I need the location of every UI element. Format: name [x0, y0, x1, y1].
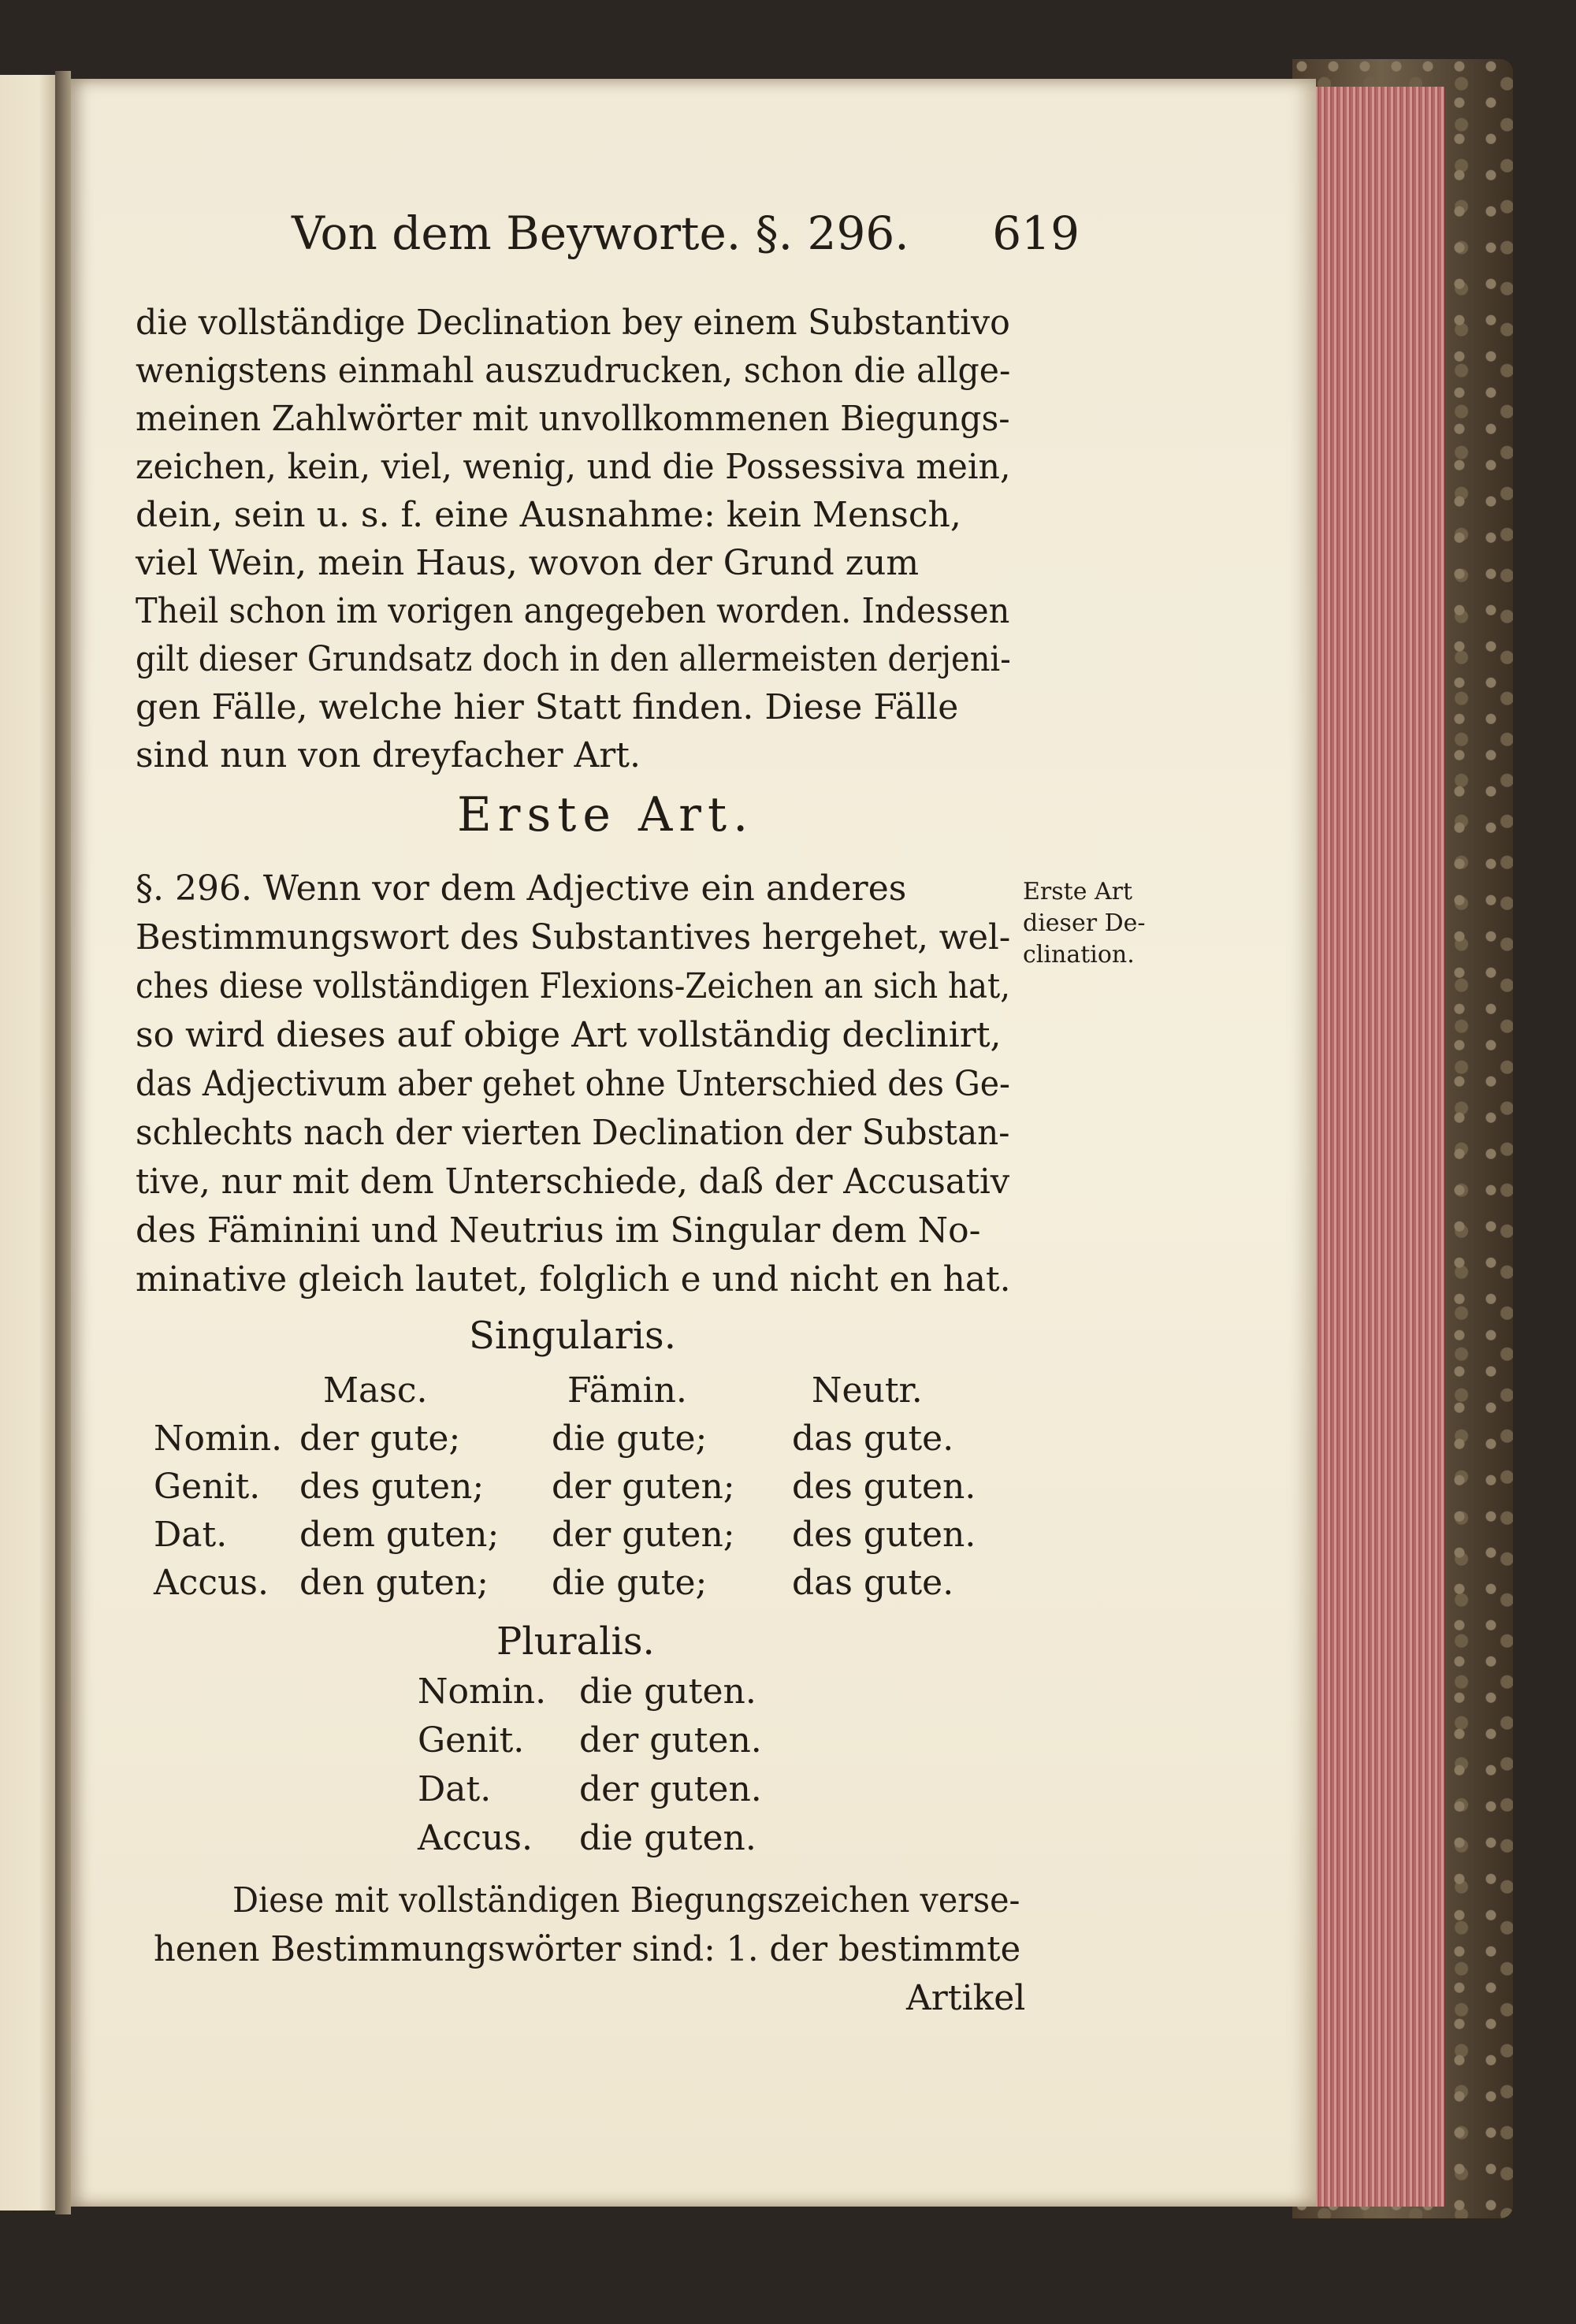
text-line: tive, nur mit dem Unterschiede, daß der Accusativ: [136, 1162, 1010, 1202]
text-line: wenigstens einmahl auszudrucken, schon die allge-: [136, 351, 1011, 391]
form-cell: der gute;: [299, 1419, 461, 1459]
text-line: gen Fälle, welche hier Statt finden. Diese Fälle: [136, 687, 959, 727]
form-cell: die guten.: [579, 1671, 756, 1712]
form-cell: der guten.: [579, 1720, 762, 1761]
text-line: so wird dieses auf obige Art vollständig declinirt,: [136, 1015, 1002, 1055]
text-line: die vollständige Declination bey einem Substantivo: [136, 303, 1010, 343]
text-line: Diese mit vollständigen Biegungszeichen verse-: [232, 1880, 1020, 1921]
text-line: sind nun von dreyfacher Art.: [136, 735, 641, 775]
form-cell: des guten.: [792, 1515, 976, 1555]
page-edges: [1304, 87, 1444, 2207]
form-cell: des guten;: [299, 1467, 485, 1507]
text-line: das Adjectivum aber gehet ohne Unterschied des Ge-: [136, 1064, 1010, 1104]
form-cell: den guten;: [299, 1563, 489, 1603]
column-header: Neutr.: [812, 1370, 923, 1411]
left-page-edge: [0, 75, 58, 2211]
margin-note-line: dieser De-: [1023, 909, 1146, 937]
text-line: henen Bestimmungswörter sind: 1. der bestimmte: [154, 1929, 1021, 1969]
form-cell: die guten.: [579, 1818, 756, 1858]
text-line: Theil schon im vorigen angegeben worden. Indessen: [136, 591, 1010, 631]
case-label: Dat.: [154, 1515, 228, 1555]
margin-note-line: Erste Art: [1023, 878, 1133, 905]
column-header: Fämin.: [567, 1370, 687, 1411]
case-label: Accus.: [154, 1563, 269, 1603]
case-label: Nomin.: [418, 1671, 547, 1712]
text-line: §. 296. Wenn vor dem Adjective ein anderes: [136, 868, 907, 909]
text-line: Bestimmungswort des Substantives hergehet, wel-: [136, 917, 1011, 957]
text-line: gilt dieser Grundsatz doch in den allermeisten derjeni-: [136, 639, 1011, 679]
gutter: [55, 71, 71, 2214]
text-line: ches diese vollständigen Flexions-Zeichen an sich hat,: [136, 966, 1011, 1006]
catchword: Artikel: [906, 1978, 1026, 2018]
text-line: minative gleich lautet, folglich e und nicht en hat.: [136, 1259, 1011, 1300]
case-label: Nomin.: [154, 1419, 283, 1459]
text-line: zeichen, kein, viel, wenig, und die Possessiva mein,: [136, 447, 1011, 487]
form-cell: dem guten;: [299, 1515, 500, 1555]
case-label: Genit.: [154, 1467, 261, 1507]
form-cell: das gute.: [792, 1563, 954, 1603]
text-line: viel Wein, mein Haus, wovon der Grund zum: [136, 543, 920, 583]
form-cell: die gute;: [552, 1563, 708, 1603]
case-label: Accus.: [418, 1818, 533, 1858]
section-heading: Erste Art.: [457, 787, 755, 842]
page-number: 619: [992, 206, 1080, 260]
running-header: [292, 206, 1080, 270]
text-line: meinen Zahlwörter mit unvollkommenen Biegungs-: [136, 399, 1010, 439]
singular-caption: Singularis.: [469, 1314, 676, 1358]
text-line: dein, sein u. s. f. eine Ausnahme: kein Mensch,: [136, 495, 961, 535]
case-label: Genit.: [418, 1720, 525, 1761]
form-cell: des guten.: [792, 1467, 976, 1507]
column-header: Masc.: [323, 1370, 428, 1411]
form-cell: die gute;: [552, 1419, 708, 1459]
form-cell: der guten.: [579, 1769, 762, 1809]
form-cell: das gute.: [792, 1419, 954, 1459]
form-cell: der guten;: [552, 1467, 735, 1507]
running-title: Von dem Beyworte. §. 296.: [292, 206, 909, 260]
form-cell: der guten;: [552, 1515, 735, 1555]
margin-note-line: clination.: [1023, 941, 1135, 969]
text-line: des Fäminini und Neutrius im Singular dem No-: [136, 1210, 981, 1251]
case-label: Dat.: [418, 1769, 492, 1809]
plural-caption: Pluralis.: [496, 1619, 655, 1664]
text-line: schlechts nach der vierten Declination der Substan-: [136, 1113, 1010, 1153]
